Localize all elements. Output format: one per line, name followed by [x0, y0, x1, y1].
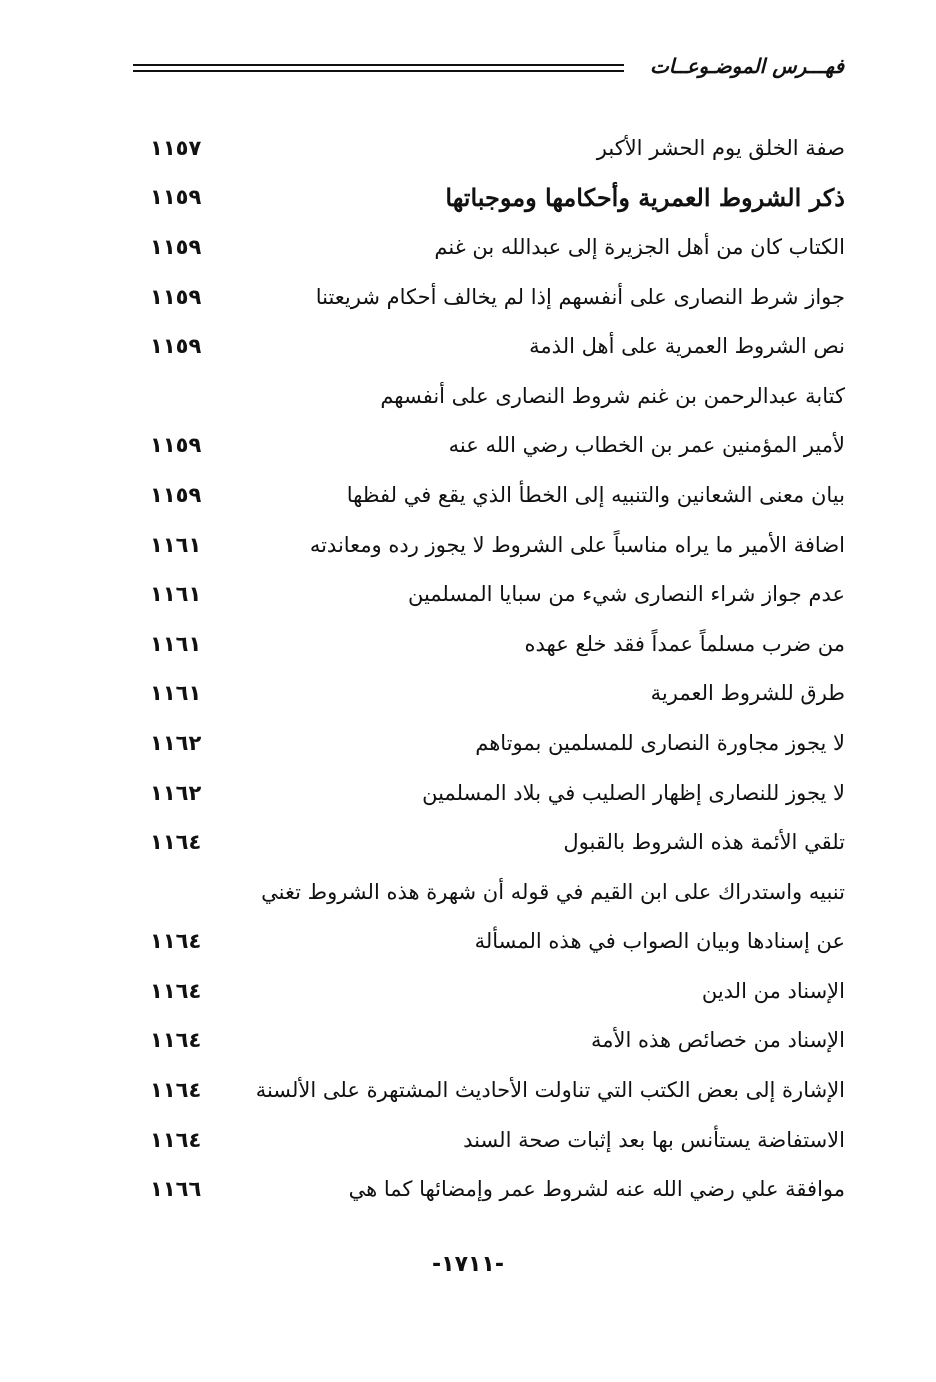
toc-entry-title: الاستفاضة يستأنس بها بعد إثبات صحة السند: [463, 1127, 845, 1152]
toc-entry-title: موافقة علي رضي الله عنه لشروط عمر وإمضائها كما هي: [348, 1177, 845, 1202]
page-number: -١٧١١-: [432, 1252, 504, 1277]
toc-entry-title: كتابة عبدالرحمن بن غنم شروط النصارى على أنفسهم: [380, 383, 845, 408]
toc-entry: [150, 619, 845, 669]
toc-entry-page: ١١٥٩: [150, 284, 202, 309]
toc-entry: [150, 669, 845, 719]
toc-entry-title: تلقي الأئمة هذه الشروط بالقبول: [563, 830, 845, 855]
toc-section-heading: [150, 173, 845, 223]
toc-entry-page: ١١٦٤: [150, 830, 202, 855]
toc-entry: [150, 272, 845, 322]
toc-entry-title: جواز شرط النصارى على أنفسهم إذا لم يخالف أحكام شريعتنا: [315, 284, 845, 309]
toc-entry: [150, 222, 845, 272]
toc-entry: [150, 867, 845, 917]
toc-entry-page: ١١٥٩: [150, 482, 202, 507]
toc-entry-page: ١١٥٩: [150, 185, 202, 210]
toc-entry-page: ١١٥٧: [150, 135, 202, 160]
page-header: [133, 52, 844, 88]
toc-entry-page: ١١٥٩: [150, 234, 202, 259]
toc-entry-page: ١١٦١: [150, 631, 202, 656]
toc-entry: [150, 421, 845, 471]
toc-entry-page: ١١٦٦: [150, 1177, 202, 1202]
toc-entry-page: ١١٦٤: [150, 1028, 202, 1053]
toc-entry-title: صفة الخلق يوم الحشر الأكبر: [596, 135, 845, 160]
toc-entry-title: تنبيه واستدراك على ابن القيم في قوله أن شهرة هذه الشروط تغني: [261, 879, 845, 904]
toc-entry-title: لأمير المؤمنين عمر بن الخطاب رضي الله عنه: [448, 433, 845, 458]
toc-entry-page: ١١٦٢: [150, 780, 202, 805]
toc-entry: [150, 569, 845, 619]
table-of-contents: [150, 123, 845, 1214]
toc-entry: [150, 520, 845, 570]
header-rule-line: [133, 64, 624, 66]
toc-entry-title: الإسناد من الدين: [701, 978, 845, 1003]
toc-entry-page: ١١٦٤: [150, 978, 202, 1003]
toc-entry-title: الإسناد من خصائص هذه الأمة: [590, 1028, 845, 1053]
toc-entry: [150, 768, 845, 818]
toc-entry: [150, 123, 845, 173]
running-header-title: فهـــرس الموضـوعــات: [649, 54, 844, 78]
toc-entry-title: بيان معنى الشعانين والتنبيه إلى الخطأ الذي يقع في لفظها: [346, 482, 845, 507]
toc-entry: [150, 321, 845, 371]
toc-entry: [150, 1065, 845, 1115]
toc-entry-title: طرق للشروط العمرية: [650, 681, 845, 706]
toc-entry-title: عدم جواز شراء النصارى شيء من سبايا المسلمين: [407, 582, 845, 607]
toc-entry: [150, 966, 845, 1016]
toc-entry: [150, 1164, 845, 1214]
toc-entry-title: الكتاب كان من أهل الجزيرة إلى عبدالله بن غنم: [434, 234, 845, 259]
toc-entry-page: ١١٦١: [150, 681, 202, 706]
toc-entry: [150, 817, 845, 867]
toc-entry: [150, 371, 845, 421]
toc-entry-page: ١١٦٤: [150, 1127, 202, 1152]
toc-entry-title: الإشارة إلى بعض الكتب التي تناولت الأحاديث المشتهرة على الألسنة: [255, 1078, 845, 1103]
toc-entry-title: لا يجوز مجاورة النصارى للمسلمين بموتاهم: [475, 730, 845, 755]
toc-entry-title: لا يجوز للنصارى إظهار الصليب في بلاد المسلمين: [422, 780, 845, 805]
toc-entry-page: ١١٦٢: [150, 730, 202, 755]
toc-entry: [150, 470, 845, 520]
header-double-rule: [133, 64, 624, 76]
toc-entry-title: ذكر الشروط العمرية وأحكامها وموجباتها: [445, 182, 845, 212]
toc-entry: [150, 718, 845, 768]
toc-entry: [150, 917, 845, 967]
toc-entry-page: ١١٦١: [150, 582, 202, 607]
toc-entry-page: ١١٦١: [150, 532, 202, 557]
toc-entry-page: ١١٥٩: [150, 334, 202, 359]
toc-entry-page: ١١٦٤: [150, 1078, 202, 1103]
toc-entry: [150, 1115, 845, 1165]
toc-entry: [150, 1016, 845, 1066]
toc-entry-title: نص الشروط العمرية على أهل الذمة: [529, 334, 845, 359]
toc-entry-page: ١١٥٩: [150, 433, 202, 458]
header-rule-line: [133, 70, 624, 72]
toc-entry-title: من ضرب مسلماً عمداً فقد خلع عهده: [524, 631, 845, 656]
toc-entry-page: ١١٦٤: [150, 929, 202, 954]
toc-entry-title: عن إسنادها وبيان الصواب في هذه المسألة: [474, 929, 845, 954]
toc-entry-title: اضافة الأمير ما يراه مناسباً على الشروط لا يجوز رده ومعاندته: [309, 532, 845, 557]
